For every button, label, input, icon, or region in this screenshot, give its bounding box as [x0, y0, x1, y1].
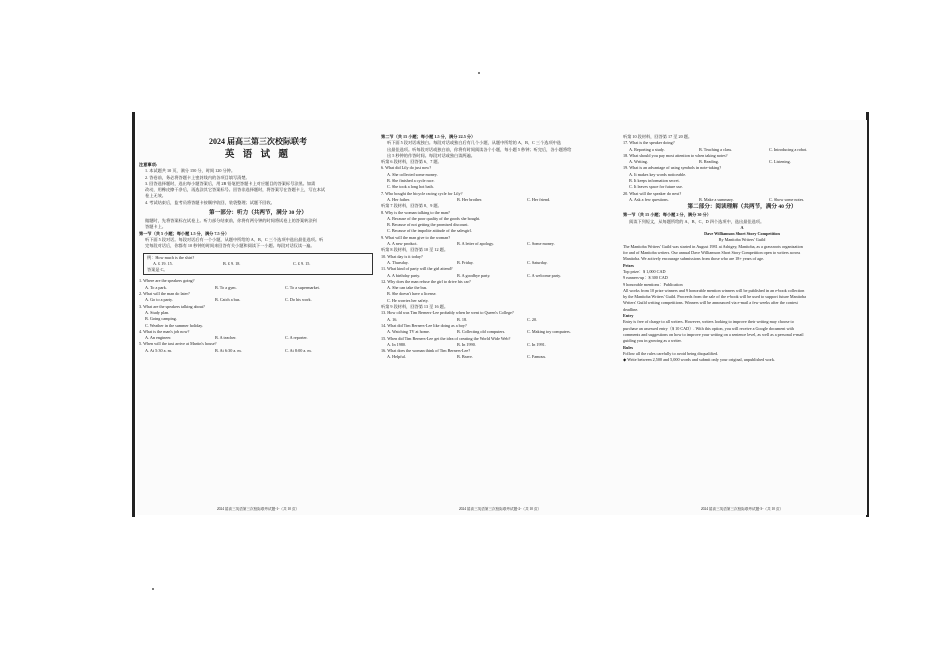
passage-line: guiding you in growing as a writer.	[623, 338, 682, 344]
option: C. At 8:00 a. m.	[285, 347, 312, 353]
section-2-intro	[381, 140, 619, 159]
example-box	[143, 253, 373, 276]
rule-item: ◆ Write between 2,500 and 5,000 words and submit only your original, unpublished work.	[623, 357, 775, 363]
option: B. She finished a cycle race.	[387, 178, 435, 184]
option: A. An engineer.	[145, 335, 172, 341]
question-stem: 3. What are the speakers talking about?	[139, 303, 205, 309]
question-stem: 8. Why is the woman talking to the man?	[381, 209, 450, 215]
option: C. Do his work.	[285, 297, 312, 303]
passage-title: Dave Williamson Short Story Competition	[704, 231, 780, 237]
passage-line: Writers' Guild writing competitions. Winners will be announced via e-mail a few weeks after the contest	[623, 300, 798, 306]
example-option-c: C. £ 9. 15.	[293, 260, 311, 266]
question-stem: 7. Who bought the bicycle racing cycle for Lily?	[381, 190, 463, 196]
question-stem: 6. What did Lily do just now?	[381, 165, 432, 171]
prize-item: 9 honorable mentions：Publication	[623, 281, 683, 287]
option: A. At 5:30 a. m.	[145, 347, 172, 353]
section-1-heading: 第一节（共 5 小题；每小题 1.5 分，满分 7.5 分）	[139, 230, 230, 236]
option: A. Thursday.	[387, 259, 409, 265]
passage-line: Entry is free of charge to all writers. However, writers looking to improve their writing may choose to	[623, 319, 794, 325]
intro-line: 做题时，先将答案标在试卷上。听力部分结束前，你将有两分钟的时间将试卷上的答案转涂到	[145, 218, 317, 224]
notice-item: 3. 回答选择题时，选出每小题答案后，用 2B 铅笔把答题卡上对应题目的答案标号涂黑。如需	[145, 180, 316, 186]
option: A. She collected some money.	[387, 171, 438, 177]
option: C. Her friend.	[527, 196, 551, 202]
option: B. To a gym.	[215, 284, 237, 290]
example-option-b: B. £ 9. 18.	[223, 260, 241, 266]
passage-line: comments and suggestions on how to improve your writing on a sentence level, as well as a personal e-mail	[623, 331, 804, 337]
scan-left-edge	[132, 112, 135, 517]
part-2-intro: 阅读下列短文，从每题所给的 A、B、C、D 四个选项中，选出最佳选项。	[629, 218, 765, 224]
option-row	[381, 354, 619, 360]
option: C. Introducing a robot.	[769, 146, 808, 152]
intro-line: 听下面 5 段对话。每段对话后有一个小题，从题中所给的 A、B、C 三个选项中选出最佳选项。听	[145, 236, 324, 242]
option: B. Catch a bus.	[215, 297, 241, 303]
option: C. Saturday.	[527, 259, 548, 265]
option: A. A birthday party.	[387, 272, 421, 278]
option-row	[381, 317, 619, 323]
option: B. She doesn't have a license.	[387, 291, 437, 297]
passage-letter: A	[740, 224, 744, 230]
option: A. Writing.	[629, 159, 648, 165]
option-row	[623, 147, 861, 153]
part-2-heading: 第二部分：阅读理解（共两节，满分 40 分）	[687, 204, 797, 211]
section-2-heading: 第二节（共 15 小题；每小题 1.5 分，满分 22.5 分）	[381, 134, 476, 139]
option: B. Going camping.	[145, 316, 177, 322]
question-stem: 1. Where are the speakers going?	[139, 278, 195, 284]
option: B. A goodbye party.	[457, 272, 491, 278]
option: A. She can take the bus.	[387, 285, 428, 291]
page-2-column	[381, 120, 619, 515]
option: A. To a park.	[145, 284, 167, 290]
question-stem: 16. What does the woman think of Tim Berners-Lee?	[381, 348, 471, 354]
option: B. 18.	[457, 316, 468, 322]
section-1-intro	[139, 237, 377, 250]
option: C. It leaves space for future use.	[629, 184, 683, 190]
material-10-heading: 听第 10 段材料，回答第 17 至 20 题。	[623, 134, 693, 139]
question-stem: 19. What is an advantage of using symbols in note-taking?	[623, 165, 722, 171]
notice-item: 卷上无效。	[145, 193, 166, 199]
material-heading: 听第 8 段材料，回答第 10 至 12 题。	[381, 247, 449, 253]
option: C. To a supermarket.	[285, 284, 320, 290]
part-1-heading: 第一部分：听力（共两节，满分 30 分）	[209, 210, 307, 217]
option: C. A welcome party.	[527, 272, 562, 278]
option: A. Because of the poor quality of the goods she bought.	[387, 215, 481, 221]
intro-line: 出最佳选项。听每段对话或独白前，你将有时间阅读各个小题，每小题 5 秒钟；听完后，各小题将给	[387, 146, 572, 152]
example-question: 例：How much is the shirt?	[147, 254, 195, 260]
example-answer: 答案是 C。	[147, 267, 168, 273]
page-footer: 2024 届高三英语第三次校际联考试题-1-（共 10 页）	[216, 506, 300, 511]
rules-list	[623, 351, 861, 364]
passage-line: The Manitoba Writers' Guild was started in August 1981 at Ashtgey, Manitoba, as a grassroots organization	[623, 243, 803, 249]
question-stem: 14. What did Tim Berners-Lee like doing as a boy?	[381, 322, 467, 328]
question-stem: 12. Why does the man refuse the girl to drive his car?	[381, 278, 471, 284]
option: C. 20.	[527, 316, 538, 322]
notice-item: 4. 考试结束后，监考员将答题卡按顺序收回，装袋整理；试题不回收。	[145, 199, 275, 205]
passage-line: for and of Manitoba writers. Our annual Dave Williamson Short Story Competition open to writers across	[623, 250, 801, 256]
exam-subject: 英 语 试 题	[224, 150, 292, 160]
entry-paragraph	[623, 319, 861, 344]
option: A. 16.	[387, 316, 398, 322]
option: C. Because of the impolite attitude of the salesgirl.	[387, 228, 472, 234]
option: B. In 1990.	[457, 341, 476, 347]
option: B. A letter of apology.	[457, 241, 494, 247]
question-stem: 13. How old was Tim Berners-Lee probably when he went to Queen's College?	[381, 310, 514, 316]
option: A. Ask a few questions.	[629, 196, 669, 202]
option: B. It keeps information secret.	[629, 178, 680, 184]
question-stem: 5. When will the taxi arrive at Martin's house?	[139, 341, 217, 347]
option: A. Watching TV at home.	[387, 329, 430, 335]
material-heading: 听第 6 段材料，回答第 6、7 题。	[381, 159, 442, 165]
option: B. Collecting old computers.	[457, 329, 506, 335]
material-heading: 听第 9 段材料，回答第 13 至 16 题。	[381, 304, 449, 310]
notice-heading: 注意事项:	[139, 162, 158, 167]
option: A. It makes key words noticeable.	[629, 171, 687, 177]
question-stem: 4. What is the man's job now?	[139, 328, 190, 334]
option: B. Because of not getting the promised discount.	[387, 222, 469, 228]
page-footer: 2024 届高三英语第三次校际联考试题-3-（共 10 页）	[700, 506, 784, 511]
prize-item: 9 runners-up：$ 300 CAD	[623, 275, 668, 281]
notice-item: 2. 答卷前，务必将答题卡上密封线内的各项目填写清楚。	[145, 174, 250, 180]
option: A. A new product.	[387, 241, 418, 247]
prizes-list	[623, 269, 861, 288]
rules-heading: Rules	[623, 344, 634, 350]
option: A. Helpful.	[387, 354, 406, 360]
question-stem: 17. What is the speaker doing?	[623, 140, 675, 146]
option: C. In 1991.	[527, 341, 546, 347]
option: C. Making toy computers.	[527, 329, 571, 335]
question-stem: 20. What will the speaker do next?	[623, 190, 682, 196]
option: B. Friday.	[457, 259, 474, 265]
passage-line: Manitoba. We actively encourage submissions from those who are 18+ years of age.	[623, 256, 765, 262]
passage-paragraph	[623, 288, 861, 313]
option: B. Her brother.	[457, 196, 483, 202]
option: A. Reporting a study.	[629, 146, 665, 152]
part-1-intro	[139, 218, 377, 231]
option: C. Listening.	[769, 159, 791, 165]
option: B. Brave.	[457, 354, 473, 360]
question-stem: 2. What will the man do later?	[139, 291, 190, 297]
scan-speck	[478, 72, 480, 74]
part-2-section-1-heading: 第一节（共 15 小题；每小题 2 分，满分 30 分）	[623, 212, 711, 218]
scan-speck	[152, 588, 154, 590]
entry-heading: Entry	[623, 313, 634, 319]
material-heading: 听第 7 段材料，回答第 8、9 题。	[381, 203, 442, 209]
page-footer: 2024 届高三英语第三次校际联考试题-2-（共 10 页）	[458, 506, 542, 511]
question-stem: 11. What kind of party will the girl attend?	[381, 266, 453, 272]
option-row	[139, 348, 377, 354]
example-option-a: A. £ 19. 15.	[153, 260, 173, 266]
option: C. Weather in the summer holiday.	[145, 322, 204, 328]
option: B. Make a summary.	[699, 196, 734, 202]
option: C. She took a long hot bath.	[387, 184, 434, 190]
option-row	[381, 329, 619, 335]
passage-line: by the Manitoba Writers' Guild. Proceeds from the sale of the e-book will be used to support future Manitoba	[623, 294, 806, 300]
intro-line: 出 5 秒钟的作答时间。每段对话或独白读两遍。	[387, 152, 475, 158]
option: C. Show some notes.	[769, 196, 805, 202]
question-stem: 10. What day is it today?	[381, 253, 423, 259]
example-options	[147, 261, 369, 267]
rule-item: Follow all the rules carefully to avoid being disqualified.	[623, 350, 719, 356]
option: B. Reading.	[699, 159, 719, 165]
question-stem: 9. What will the man give to the woman?	[381, 234, 451, 240]
notice-item: 改动，用橡皮擦干净后，再选涂其它答案标号。回答非选择题时，将答案写在答题卡上，写在本试	[145, 187, 326, 193]
passage-line: All works from 10 prize winners and 9 honorable mention winners will be published in an e-book collection	[623, 287, 805, 293]
exam-title: 2024 届高三第三次校际联考	[209, 137, 307, 146]
option: C. Some money.	[527, 241, 555, 247]
option: C. He worries her safety.	[387, 297, 429, 303]
option: A. In 1980.	[387, 341, 407, 347]
prize-item: Top prize：$ 1,000 CAD	[623, 268, 666, 274]
option-row	[381, 273, 619, 279]
page-1-column	[139, 120, 377, 515]
question-stem: 15. When did Tim Berners-Lee get the idea of creating the World Wide Web?	[381, 335, 511, 341]
option: B. Teaching a class.	[699, 146, 733, 152]
passage-line: purchase an assessed entry（$ 10 CAD）. With this option, you will receive a Google document with	[623, 325, 794, 331]
option: B. At 6:30 a. m.	[215, 347, 242, 353]
intro-line: 听下面 5 段对话或独白。每段对话或独白后有几个小题，从题中所给的 A、B、C 三个选项中选	[387, 140, 562, 146]
passage-byline: By Manitoba Writers' Guild	[718, 237, 766, 243]
option-row	[139, 297, 377, 303]
option: A. Her father.	[387, 196, 411, 202]
prizes-heading: Prizes	[623, 262, 634, 268]
option: B. A teacher.	[215, 335, 237, 341]
passage-line: deadline.	[623, 306, 639, 312]
option: C. A reporter.	[285, 335, 308, 341]
intro-line: 答题卡上。	[145, 224, 166, 230]
question-list	[139, 278, 377, 354]
option: C. Famous.	[527, 354, 547, 360]
notice-item: 1. 本试题共 10 页，满分 150 分，时间 120 分钟。	[145, 168, 236, 174]
question-groups	[381, 159, 619, 361]
page-3-column	[623, 120, 861, 515]
option: A. Go to a party.	[145, 297, 173, 303]
passage-paragraph	[623, 244, 861, 263]
question-stem: 18. What should you pay most attention to when taking notes?	[623, 152, 728, 158]
notice-list	[139, 168, 377, 206]
question-list	[623, 140, 861, 203]
option: A. Study plan.	[145, 309, 170, 315]
exam-sheet	[137, 120, 867, 515]
intro-line: 完每段对话后，你都有 10 秒钟的时间来回答有关小题和阅读下一小题。每段对话仅读一遍。	[145, 243, 315, 249]
